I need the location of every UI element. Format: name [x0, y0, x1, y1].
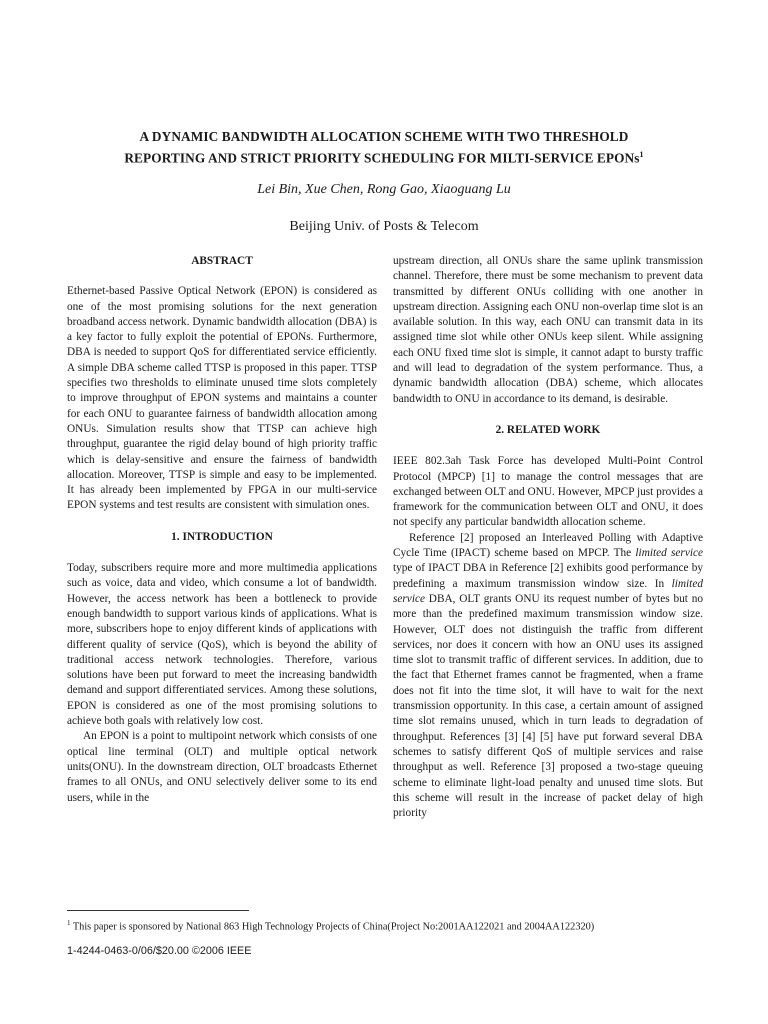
footnote: [67, 917, 727, 933]
limited-service-term-2: limited service: [393, 577, 703, 605]
paper-title: [40, 128, 728, 167]
related-work-paragraph-1: IEEE 802.3ah Task Force has developed Multi-Point Control Protocol (MPCP) [1] to manage the control messages that are exchanged between OLT and ONU. However, MPCP just provides a framework for the communication between OLT and ONU, it does not specify any particular bandwidth allocation scheme.: [393, 455, 703, 529]
related-work-p2-part-c: DBA, OLT grants ONU its request number of bytes but no more than the predefined maximum transmission window size. However, OLT does not distinguish the traffic from different services, nor does it concern with how an ONU uses its assigned time slot to transmit traffic of different services. In addition, due to the fact that Ethernet frames cannot be fragmented, when a frame does not fit into the time slot, it will have to wait for the next transmission opportunity. In this case, a certain amount of assigned time slot remains unused, which in turn leads to degradation of throughput. References [3] [4] [5] have put forward several DBA schemes to satisfy different QoS of multiple services and raise throughput as well. Reference [3] proposed a two-stage queuing scheme to eliminate light-load penalty and unused time slots. But this scheme will result in the increase of packet delay of high priority: [393, 592, 703, 820]
related-work-p2-part-a: Reference [2] proposed an Interleaved Polling with Adaptive Cycle Time (IPACT) scheme based on MPCP. The: [393, 531, 703, 560]
abstract-text: Ethernet-based Passive Optical Network (EPON) is considered as one of the most promising solutions for the next generation broadband access network. Dynamic bandwidth allocation (DBA) is a key factor to fully exploit the potential of EPONs. Furthermore, DBA is needed to support QoS for differentiated service efficiently. A simple DBA scheme called TTSP is proposed in this paper. TTSP specifies two thresholds to eliminate unused time slots completely to improve throughput of EPON systems and maintains a counter for each ONU to guarantee fairness of bandwidth allocation among ONUs. Simulation results show that TTSP can achieve high throughput, guarantee the rigid delay bound of high priority traffic which is delay-sensitive and ensure the fairness of bandwidth allocation. Moreover, TTSP is simple and easy to be implemented. It has already been implemented by FPGA in our multi-service EPON systems and test results are consistent with simulation ones.: [67, 285, 377, 512]
right-column: [393, 254, 703, 821]
title-line-1: A DYNAMIC BANDWIDTH ALLOCATION SCHEME WITH TWO THRESHOLD: [139, 129, 629, 144]
introduction-paragraph-1: Today, subscribers require more and more multimedia applications such as voice, data and video, which consume a lot of bandwidth. However, the access network has been a bottleneck to provide enough bandwidth to support various kinds of applications. What is more, subscribers hope to enjoy different kinds of applications with different quality of service (QoS), which is beyond the ability of traditional access network technologies. Therefore, various solutions have been put forward to meet the increasing bandwidth demand and support differentiated services. Among these solutions, EPON is considered as one of the most promising solutions to achieve both goals with relatively low cost.: [67, 562, 377, 728]
affiliation: Beijing Univ. of Posts & Telecom: [289, 219, 479, 234]
abstract-heading: ABSTRACT: [191, 255, 253, 267]
limited-service-term-1: limited service: [635, 547, 704, 560]
footnote-divider: [67, 910, 249, 911]
title-line-2: [40, 146, 728, 167]
title-footnote-mark: 1: [639, 150, 644, 159]
copyright-line: 1-4244-0463-0/06/$20.00 ©2006 IEEE: [67, 945, 252, 957]
title-line-2-text: REPORTING AND STRICT PRIORITY SCHEDULING FOR MILTI-SERVICE EPONs: [124, 150, 640, 166]
introduction-heading: 1. INTRODUCTION: [171, 530, 273, 543]
related-work-heading: 2. RELATED WORK: [495, 423, 601, 436]
left-column: [67, 254, 377, 806]
introduction-paragraph-2-continued: upstream direction, all ONUs share the same uplink transmission channel. Therefore, there must be some mechanism to prevent data transmitted by different ONUs colliding with one another in upstream direction. Assigning each ONU non-overlap time slot is an available solution. In this way, each ONU can transmit data in its assigned time slot while other ONUs keep silent. While assigning each ONU fixed time slot is simple, it cannot adapt to bursty traffic and will lead to degradation of the system performance. Thus, a dynamic bandwidth allocation (DBA) scheme, which allocates bandwidth to ONU in accordance to its demand, is desirable.: [393, 255, 703, 405]
footnote-text: This paper is sponsored by National 863 High Technology Projects of China(Project No:2001AA122021 and 2004AA122320): [70, 921, 595, 933]
related-work-paragraph-2: [393, 531, 703, 822]
authors: Lei Bin, Xue Chen, Rong Gao, Xiaoguang Lu: [257, 182, 511, 197]
footnote-mark: 1: [67, 919, 71, 927]
introduction-paragraph-2: An EPON is a point to multipoint network which consists of one optical line terminal (OLT) and multiple optical network units(ONU). In the downstream direction, OLT broadcasts Ethernet frames to all ONUs, and ONU selectively deliver some to its end users, while in the: [67, 730, 377, 804]
related-work-p2-part-b: type of IPACT DBA in Reference [2] exhibits good performance by predefining a maximum transmission window size. In: [393, 562, 703, 590]
